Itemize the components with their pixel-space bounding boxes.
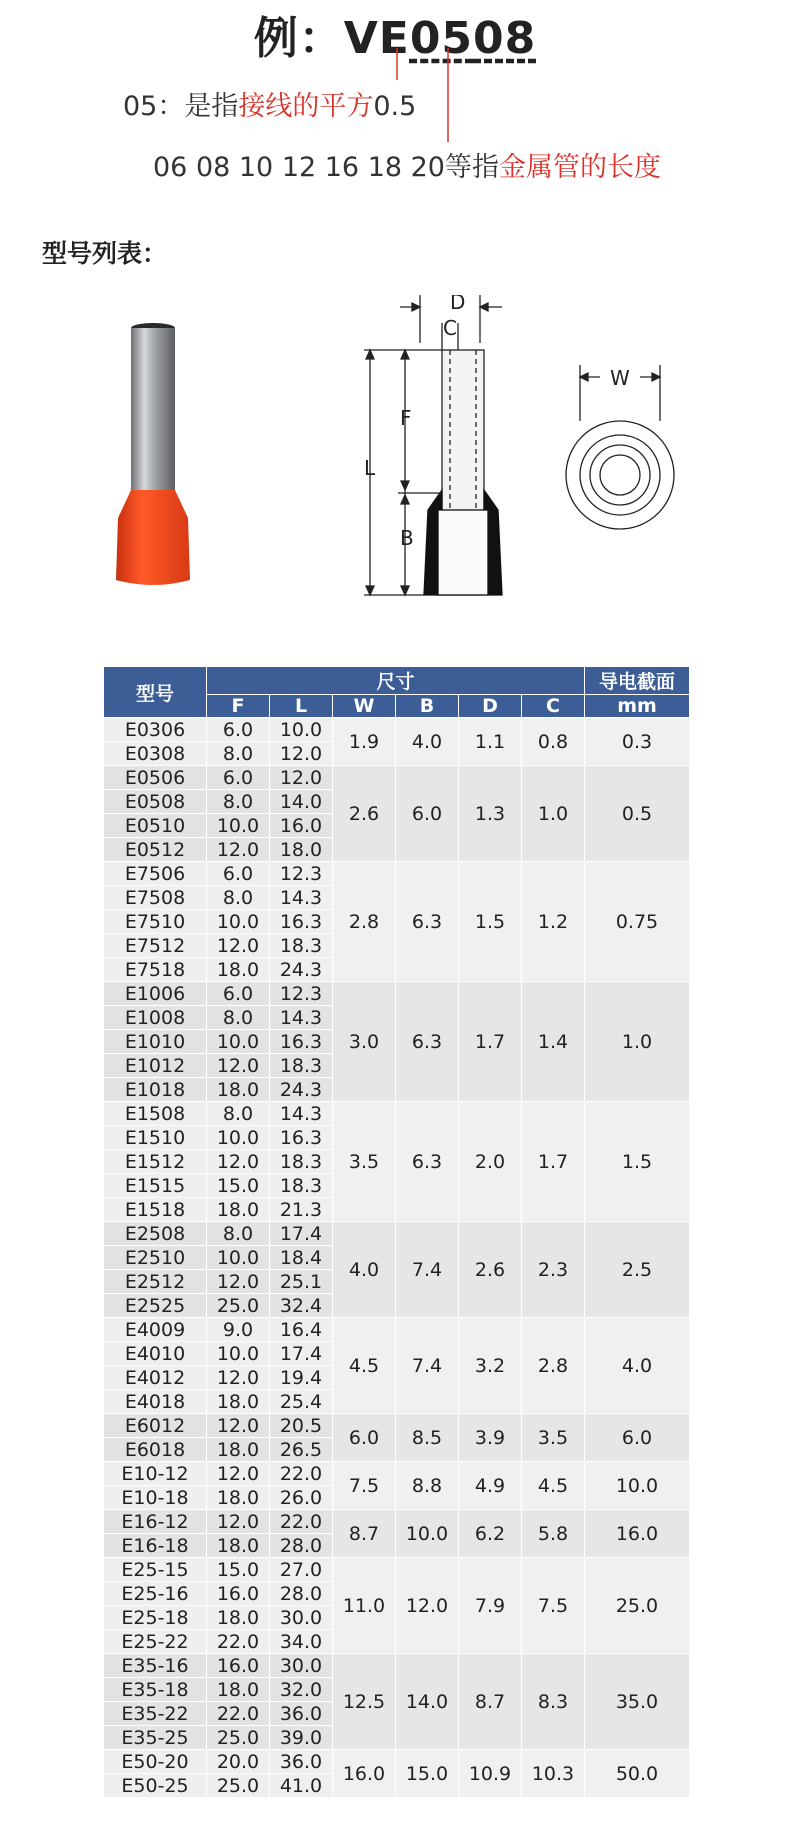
explain-line-size: 05：是指接线的平方0.5 [123, 91, 417, 122]
cell-f: 10.0 [207, 1126, 270, 1150]
cell-b: 6.3 [396, 862, 459, 982]
cell-f: 12.0 [207, 1270, 270, 1294]
cell-model: E4010 [104, 1342, 207, 1366]
cell-w: 16.0 [333, 1750, 396, 1798]
cell-model: E16-18 [104, 1534, 207, 1558]
cell-model: E1018 [104, 1078, 207, 1102]
cell-d: 1.7 [459, 982, 522, 1102]
cell-f: 8.0 [207, 742, 270, 766]
cell-l: 18.3 [270, 934, 333, 958]
cell-l: 22.0 [270, 1510, 333, 1534]
cell-b: 7.4 [396, 1318, 459, 1414]
cell-w: 8.7 [333, 1510, 396, 1558]
cell-l: 14.0 [270, 790, 333, 814]
header-col-c: C [522, 695, 585, 718]
cell-mm: 1.5 [585, 1102, 690, 1222]
header-conductor: 导电截面 [585, 667, 690, 695]
cell-f: 12.0 [207, 838, 270, 862]
cell-c: 5.8 [522, 1510, 585, 1558]
cell-l: 25.4 [270, 1390, 333, 1414]
cell-d: 1.1 [459, 718, 522, 766]
label-d: D [450, 295, 466, 314]
cell-w: 2.6 [333, 766, 396, 862]
cell-l: 14.3 [270, 886, 333, 910]
cell-model: E35-18 [104, 1678, 207, 1702]
label-l: L [364, 456, 376, 480]
cell-model: E50-25 [104, 1774, 207, 1798]
cell-f: 9.0 [207, 1318, 270, 1342]
cell-model: E1006 [104, 982, 207, 1006]
cell-l: 28.0 [270, 1582, 333, 1606]
cell-model: E7508 [104, 886, 207, 910]
cell-w: 11.0 [333, 1558, 396, 1654]
cell-model: E1518 [104, 1198, 207, 1222]
cell-model: E16-12 [104, 1510, 207, 1534]
cell-model: E6012 [104, 1414, 207, 1438]
cell-f: 6.0 [207, 982, 270, 1006]
cell-model: E6018 [104, 1438, 207, 1462]
cell-f: 15.0 [207, 1558, 270, 1582]
cell-f: 22.0 [207, 1630, 270, 1654]
table-row [104, 1750, 690, 1774]
cell-d: 2.6 [459, 1222, 522, 1318]
header-col-b: B [396, 695, 459, 718]
cell-model: E35-16 [104, 1654, 207, 1678]
cell-model: E1515 [104, 1174, 207, 1198]
cell-mm: 1.0 [585, 982, 690, 1102]
header-col-w: W [333, 695, 396, 718]
cell-model: E7510 [104, 910, 207, 934]
cell-model: E7506 [104, 862, 207, 886]
cell-b: 6.3 [396, 1102, 459, 1222]
cell-model: E35-25 [104, 1726, 207, 1750]
cell-b: 8.8 [396, 1462, 459, 1510]
cell-d: 10.9 [459, 1750, 522, 1798]
label-w: W [610, 366, 630, 390]
cell-w: 6.0 [333, 1414, 396, 1462]
cell-f: 25.0 [207, 1294, 270, 1318]
label-f: F [400, 406, 412, 430]
cell-d: 2.0 [459, 1102, 522, 1222]
cell-model: E7512 [104, 934, 207, 958]
cell-l: 27.0 [270, 1558, 333, 1582]
cell-w: 7.5 [333, 1462, 396, 1510]
cell-model: E10-12 [104, 1462, 207, 1486]
cell-f: 10.0 [207, 1030, 270, 1054]
cell-model: E1010 [104, 1030, 207, 1054]
cell-f: 12.0 [207, 1510, 270, 1534]
cell-model: E0512 [104, 838, 207, 862]
cell-mm: 10.0 [585, 1462, 690, 1510]
cell-f: 18.0 [207, 1438, 270, 1462]
cell-d: 1.3 [459, 766, 522, 862]
cell-l: 16.4 [270, 1318, 333, 1342]
cell-f: 12.0 [207, 1414, 270, 1438]
cell-d: 3.9 [459, 1414, 522, 1462]
header-size: 尺寸 [207, 667, 585, 695]
cell-f: 8.0 [207, 886, 270, 910]
cell-l: 19.4 [270, 1366, 333, 1390]
cell-c: 1.0 [522, 766, 585, 862]
cell-d: 7.9 [459, 1558, 522, 1654]
pointer-lines [0, 0, 790, 160]
explain-line-length: 06 08 10 12 16 18 20等指金属管的长度 [153, 152, 661, 183]
example-part-size: 05 [409, 13, 474, 64]
cell-d: 8.7 [459, 1654, 522, 1750]
cell-f: 10.0 [207, 1342, 270, 1366]
cell-model: E1508 [104, 1102, 207, 1126]
cell-f: 18.0 [207, 1486, 270, 1510]
cell-c: 1.4 [522, 982, 585, 1102]
cell-model: E35-22 [104, 1702, 207, 1726]
cell-l: 20.5 [270, 1414, 333, 1438]
table-row [104, 766, 690, 790]
cell-w: 3.5 [333, 1102, 396, 1222]
cell-w: 3.0 [333, 982, 396, 1102]
cell-d: 6.2 [459, 1510, 522, 1558]
cell-b: 15.0 [396, 1750, 459, 1798]
example-part-length: 08 [473, 13, 537, 64]
table-row [104, 862, 690, 886]
cell-l: 34.0 [270, 1630, 333, 1654]
cell-l: 18.4 [270, 1246, 333, 1270]
cell-mm: 35.0 [585, 1654, 690, 1750]
cell-f: 20.0 [207, 1750, 270, 1774]
cell-d: 4.9 [459, 1462, 522, 1510]
cell-f: 16.0 [207, 1654, 270, 1678]
cell-c: 1.7 [522, 1102, 585, 1222]
header-unit: mm [585, 695, 690, 718]
header-model: 型号 [104, 667, 207, 718]
cell-model: E0308 [104, 742, 207, 766]
cell-l: 14.3 [270, 1102, 333, 1126]
cell-l: 16.0 [270, 814, 333, 838]
table-row [104, 1318, 690, 1342]
cell-model: E25-15 [104, 1558, 207, 1582]
cell-f: 12.0 [207, 1054, 270, 1078]
cell-l: 41.0 [270, 1774, 333, 1798]
cell-d: 1.5 [459, 862, 522, 982]
cell-mm: 0.75 [585, 862, 690, 982]
cell-b: 7.4 [396, 1222, 459, 1318]
section-title: 型号列表： [42, 239, 168, 268]
cell-f: 18.0 [207, 1390, 270, 1414]
cell-b: 4.0 [396, 718, 459, 766]
cell-l: 36.0 [270, 1702, 333, 1726]
ferrule-photo [110, 318, 200, 588]
cell-l: 39.0 [270, 1726, 333, 1750]
cell-model: E1012 [104, 1054, 207, 1078]
cell-f: 18.0 [207, 958, 270, 982]
cell-c: 1.2 [522, 862, 585, 982]
cell-f: 18.0 [207, 1534, 270, 1558]
cell-l: 21.3 [270, 1198, 333, 1222]
cell-c: 0.8 [522, 718, 585, 766]
cell-w: 4.5 [333, 1318, 396, 1414]
cell-f: 6.0 [207, 766, 270, 790]
cell-c: 10.3 [522, 1750, 585, 1798]
cell-mm: 0.3 [585, 718, 690, 766]
cell-mm: 50.0 [585, 1750, 690, 1798]
table-row [104, 982, 690, 1006]
cell-model: E50-20 [104, 1750, 207, 1774]
cell-w: 4.0 [333, 1222, 396, 1318]
cell-model: E2525 [104, 1294, 207, 1318]
cell-c: 4.5 [522, 1462, 585, 1510]
cell-model: E25-18 [104, 1606, 207, 1630]
cell-l: 26.5 [270, 1438, 333, 1462]
cell-f: 18.0 [207, 1198, 270, 1222]
table-row [104, 1510, 690, 1534]
cell-model: E4012 [104, 1366, 207, 1390]
table-row [104, 1222, 690, 1246]
cell-l: 22.0 [270, 1462, 333, 1486]
cell-f: 18.0 [207, 1606, 270, 1630]
cell-f: 12.0 [207, 1150, 270, 1174]
cell-mm: 16.0 [585, 1510, 690, 1558]
cell-model: E1008 [104, 1006, 207, 1030]
cell-f: 6.0 [207, 862, 270, 886]
cell-l: 16.3 [270, 910, 333, 934]
cell-l: 18.3 [270, 1174, 333, 1198]
cell-mm: 6.0 [585, 1414, 690, 1462]
cell-b: 6.3 [396, 982, 459, 1102]
cell-f: 8.0 [207, 790, 270, 814]
cell-model: E0508 [104, 790, 207, 814]
cell-f: 8.0 [207, 1102, 270, 1126]
cell-f: 8.0 [207, 1006, 270, 1030]
cell-model: E0506 [104, 766, 207, 790]
cell-l: 16.3 [270, 1126, 333, 1150]
cell-l: 17.4 [270, 1342, 333, 1366]
cell-f: 25.0 [207, 1774, 270, 1798]
cell-model: E4009 [104, 1318, 207, 1342]
cell-l: 18.0 [270, 838, 333, 862]
cell-c: 7.5 [522, 1558, 585, 1654]
cell-l: 18.3 [270, 1054, 333, 1078]
header-col-l: L [270, 695, 333, 718]
cell-mm: 25.0 [585, 1558, 690, 1654]
cell-model: E10-18 [104, 1486, 207, 1510]
cell-b: 8.5 [396, 1414, 459, 1462]
cell-f: 12.0 [207, 1366, 270, 1390]
cell-l: 24.3 [270, 1078, 333, 1102]
cell-w: 12.5 [333, 1654, 396, 1750]
cell-f: 15.0 [207, 1174, 270, 1198]
table-row [104, 1654, 690, 1678]
cell-f: 10.0 [207, 910, 270, 934]
cell-l: 12.3 [270, 982, 333, 1006]
cell-mm: 0.5 [585, 766, 690, 862]
cell-f: 18.0 [207, 1678, 270, 1702]
cell-b: 14.0 [396, 1654, 459, 1750]
cell-f: 16.0 [207, 1582, 270, 1606]
cell-l: 18.3 [270, 1150, 333, 1174]
cell-f: 12.0 [207, 1462, 270, 1486]
cell-c: 2.8 [522, 1318, 585, 1414]
cell-l: 26.0 [270, 1486, 333, 1510]
cell-l: 12.0 [270, 742, 333, 766]
cell-model: E2512 [104, 1270, 207, 1294]
cell-c: 8.3 [522, 1654, 585, 1750]
cell-l: 14.3 [270, 1006, 333, 1030]
cell-model: E25-16 [104, 1582, 207, 1606]
cell-l: 24.3 [270, 958, 333, 982]
cell-f: 10.0 [207, 1246, 270, 1270]
dimension-drawing [350, 295, 680, 605]
cell-model: E0306 [104, 718, 207, 742]
table-row [104, 1558, 690, 1582]
cell-model: E7518 [104, 958, 207, 982]
cell-b: 6.0 [396, 766, 459, 862]
cell-l: 28.0 [270, 1534, 333, 1558]
cell-c: 3.5 [522, 1414, 585, 1462]
cell-l: 10.0 [270, 718, 333, 742]
table-row [104, 1414, 690, 1438]
cell-l: 12.3 [270, 862, 333, 886]
cell-model: E1510 [104, 1126, 207, 1150]
cell-l: 16.3 [270, 1030, 333, 1054]
cell-mm: 4.0 [585, 1318, 690, 1414]
cell-l: 32.0 [270, 1678, 333, 1702]
cell-l: 12.0 [270, 766, 333, 790]
spec-table-body [104, 718, 690, 1798]
cell-f: 25.0 [207, 1726, 270, 1750]
cell-f: 10.0 [207, 814, 270, 838]
cell-model: E1512 [104, 1150, 207, 1174]
cell-f: 18.0 [207, 1078, 270, 1102]
cell-b: 10.0 [396, 1510, 459, 1558]
cell-f: 6.0 [207, 718, 270, 742]
cell-l: 25.1 [270, 1270, 333, 1294]
cell-l: 30.0 [270, 1654, 333, 1678]
cell-mm: 2.5 [585, 1222, 690, 1318]
cell-l: 36.0 [270, 1750, 333, 1774]
header-col-d: D [459, 695, 522, 718]
label-b: B [400, 526, 414, 550]
cell-model: E25-22 [104, 1630, 207, 1654]
example-prefix: 例：VE [253, 13, 410, 64]
cell-l: 32.4 [270, 1294, 333, 1318]
cell-b: 12.0 [396, 1558, 459, 1654]
cell-f: 8.0 [207, 1222, 270, 1246]
spec-table [103, 666, 690, 1798]
cell-model: E2510 [104, 1246, 207, 1270]
cell-model: E2508 [104, 1222, 207, 1246]
label-c: C [443, 316, 457, 340]
cell-model: E4018 [104, 1390, 207, 1414]
cell-f: 12.0 [207, 934, 270, 958]
cell-w: 1.9 [333, 718, 396, 766]
cell-f: 22.0 [207, 1702, 270, 1726]
cell-d: 3.2 [459, 1318, 522, 1414]
cell-l: 17.4 [270, 1222, 333, 1246]
cell-model: E0510 [104, 814, 207, 838]
table-row [104, 1462, 690, 1486]
table-row [104, 718, 690, 742]
cell-w: 2.8 [333, 862, 396, 982]
header-col-f: F [207, 695, 270, 718]
cell-c: 2.3 [522, 1222, 585, 1318]
table-row [104, 1102, 690, 1126]
cell-l: 30.0 [270, 1606, 333, 1630]
